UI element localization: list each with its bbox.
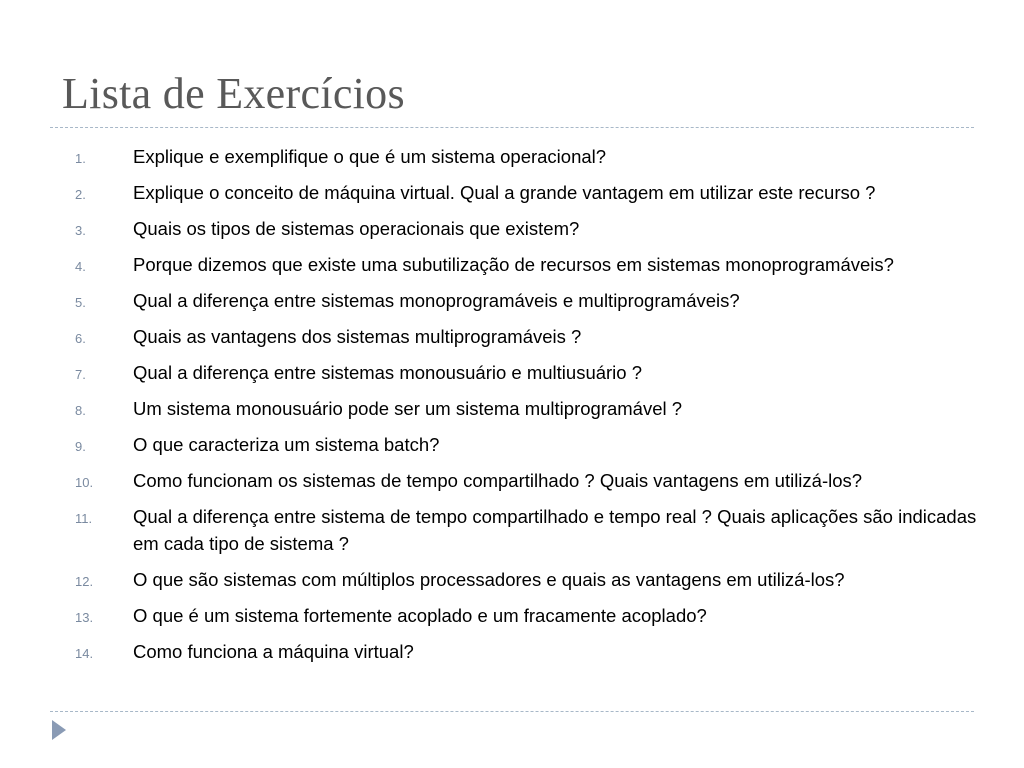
list-item: [72, 504, 992, 557]
exercise-list: [72, 144, 992, 675]
list-item: [72, 432, 992, 459]
item-text: Explique e exemplifique o que é um sistema operacional?: [133, 146, 607, 167]
item-number: 13.: [75, 609, 94, 625]
item-number: 7.: [75, 367, 86, 382]
list-item: [72, 396, 992, 423]
list-item: [72, 603, 992, 630]
play-arrow-icon[interactable]: [52, 720, 66, 740]
item-text: O que são sistemas com múltiplos processadores e quais as vantagens em utilizá-los?: [133, 568, 845, 590]
item-number: 8.: [75, 403, 86, 418]
item-text: Um sistema monousuário pode ser um sistema multiprogramável ?: [133, 398, 683, 419]
item-number: 11.: [75, 511, 93, 526]
list-item: [72, 216, 992, 243]
item-text: Explique o conceito de máquina virtual. Qual a grande vantagem em utilizar este recurso ?: [133, 182, 876, 203]
item-number: 6.: [75, 331, 86, 346]
list-item: [72, 567, 992, 594]
item-number: 9.: [75, 439, 86, 454]
item-text: Quais as vantagens dos sistemas multiprogramáveis ?: [133, 326, 582, 347]
item-number: 5.: [75, 295, 86, 310]
item-number: 12.: [75, 573, 94, 589]
item-text: Como funciona a máquina virtual?: [133, 640, 414, 662]
item-text: O que caracteriza um sistema batch?: [133, 434, 440, 455]
list-item: [72, 324, 992, 351]
list-item: [72, 288, 992, 315]
list-item: [72, 468, 992, 495]
item-number: 1.: [75, 151, 86, 166]
list-item: [72, 180, 992, 207]
item-number: 10.: [75, 475, 94, 490]
item-number: 14.: [75, 645, 94, 661]
list-item: [72, 639, 992, 666]
list-item: [72, 252, 992, 279]
item-text: Qual a diferença entre sistema de tempo compartilhado e tempo real ? Quais aplicações são indicadas em cada tipo de sistema ?: [133, 506, 977, 554]
item-text: Quais os tipos de sistemas operacionais que existem?: [133, 218, 580, 239]
bottom-divider: [50, 711, 974, 712]
item-text: Qual a diferença entre sistemas monoprogramáveis e multiprogramáveis?: [133, 290, 740, 311]
top-divider: [50, 127, 974, 128]
slide-title: Lista de Exercícios: [62, 69, 405, 118]
item-text: Porque dizemos que existe uma subutilização de recursos em sistemas monoprogramáveis?: [133, 254, 894, 275]
list-item: [72, 360, 992, 387]
item-number: 4.: [75, 259, 86, 274]
item-text: O que é um sistema fortemente acoplado e um fracamente acoplado?: [133, 604, 707, 626]
item-number: 3.: [75, 223, 86, 238]
item-text: Como funcionam os sistemas de tempo compartilhado ? Quais vantagens em utilizá-los?: [133, 470, 863, 491]
item-number: 2.: [75, 187, 86, 202]
list-item: [72, 144, 992, 171]
item-text: Qual a diferença entre sistemas monousuário e multiusuário ?: [133, 362, 643, 383]
